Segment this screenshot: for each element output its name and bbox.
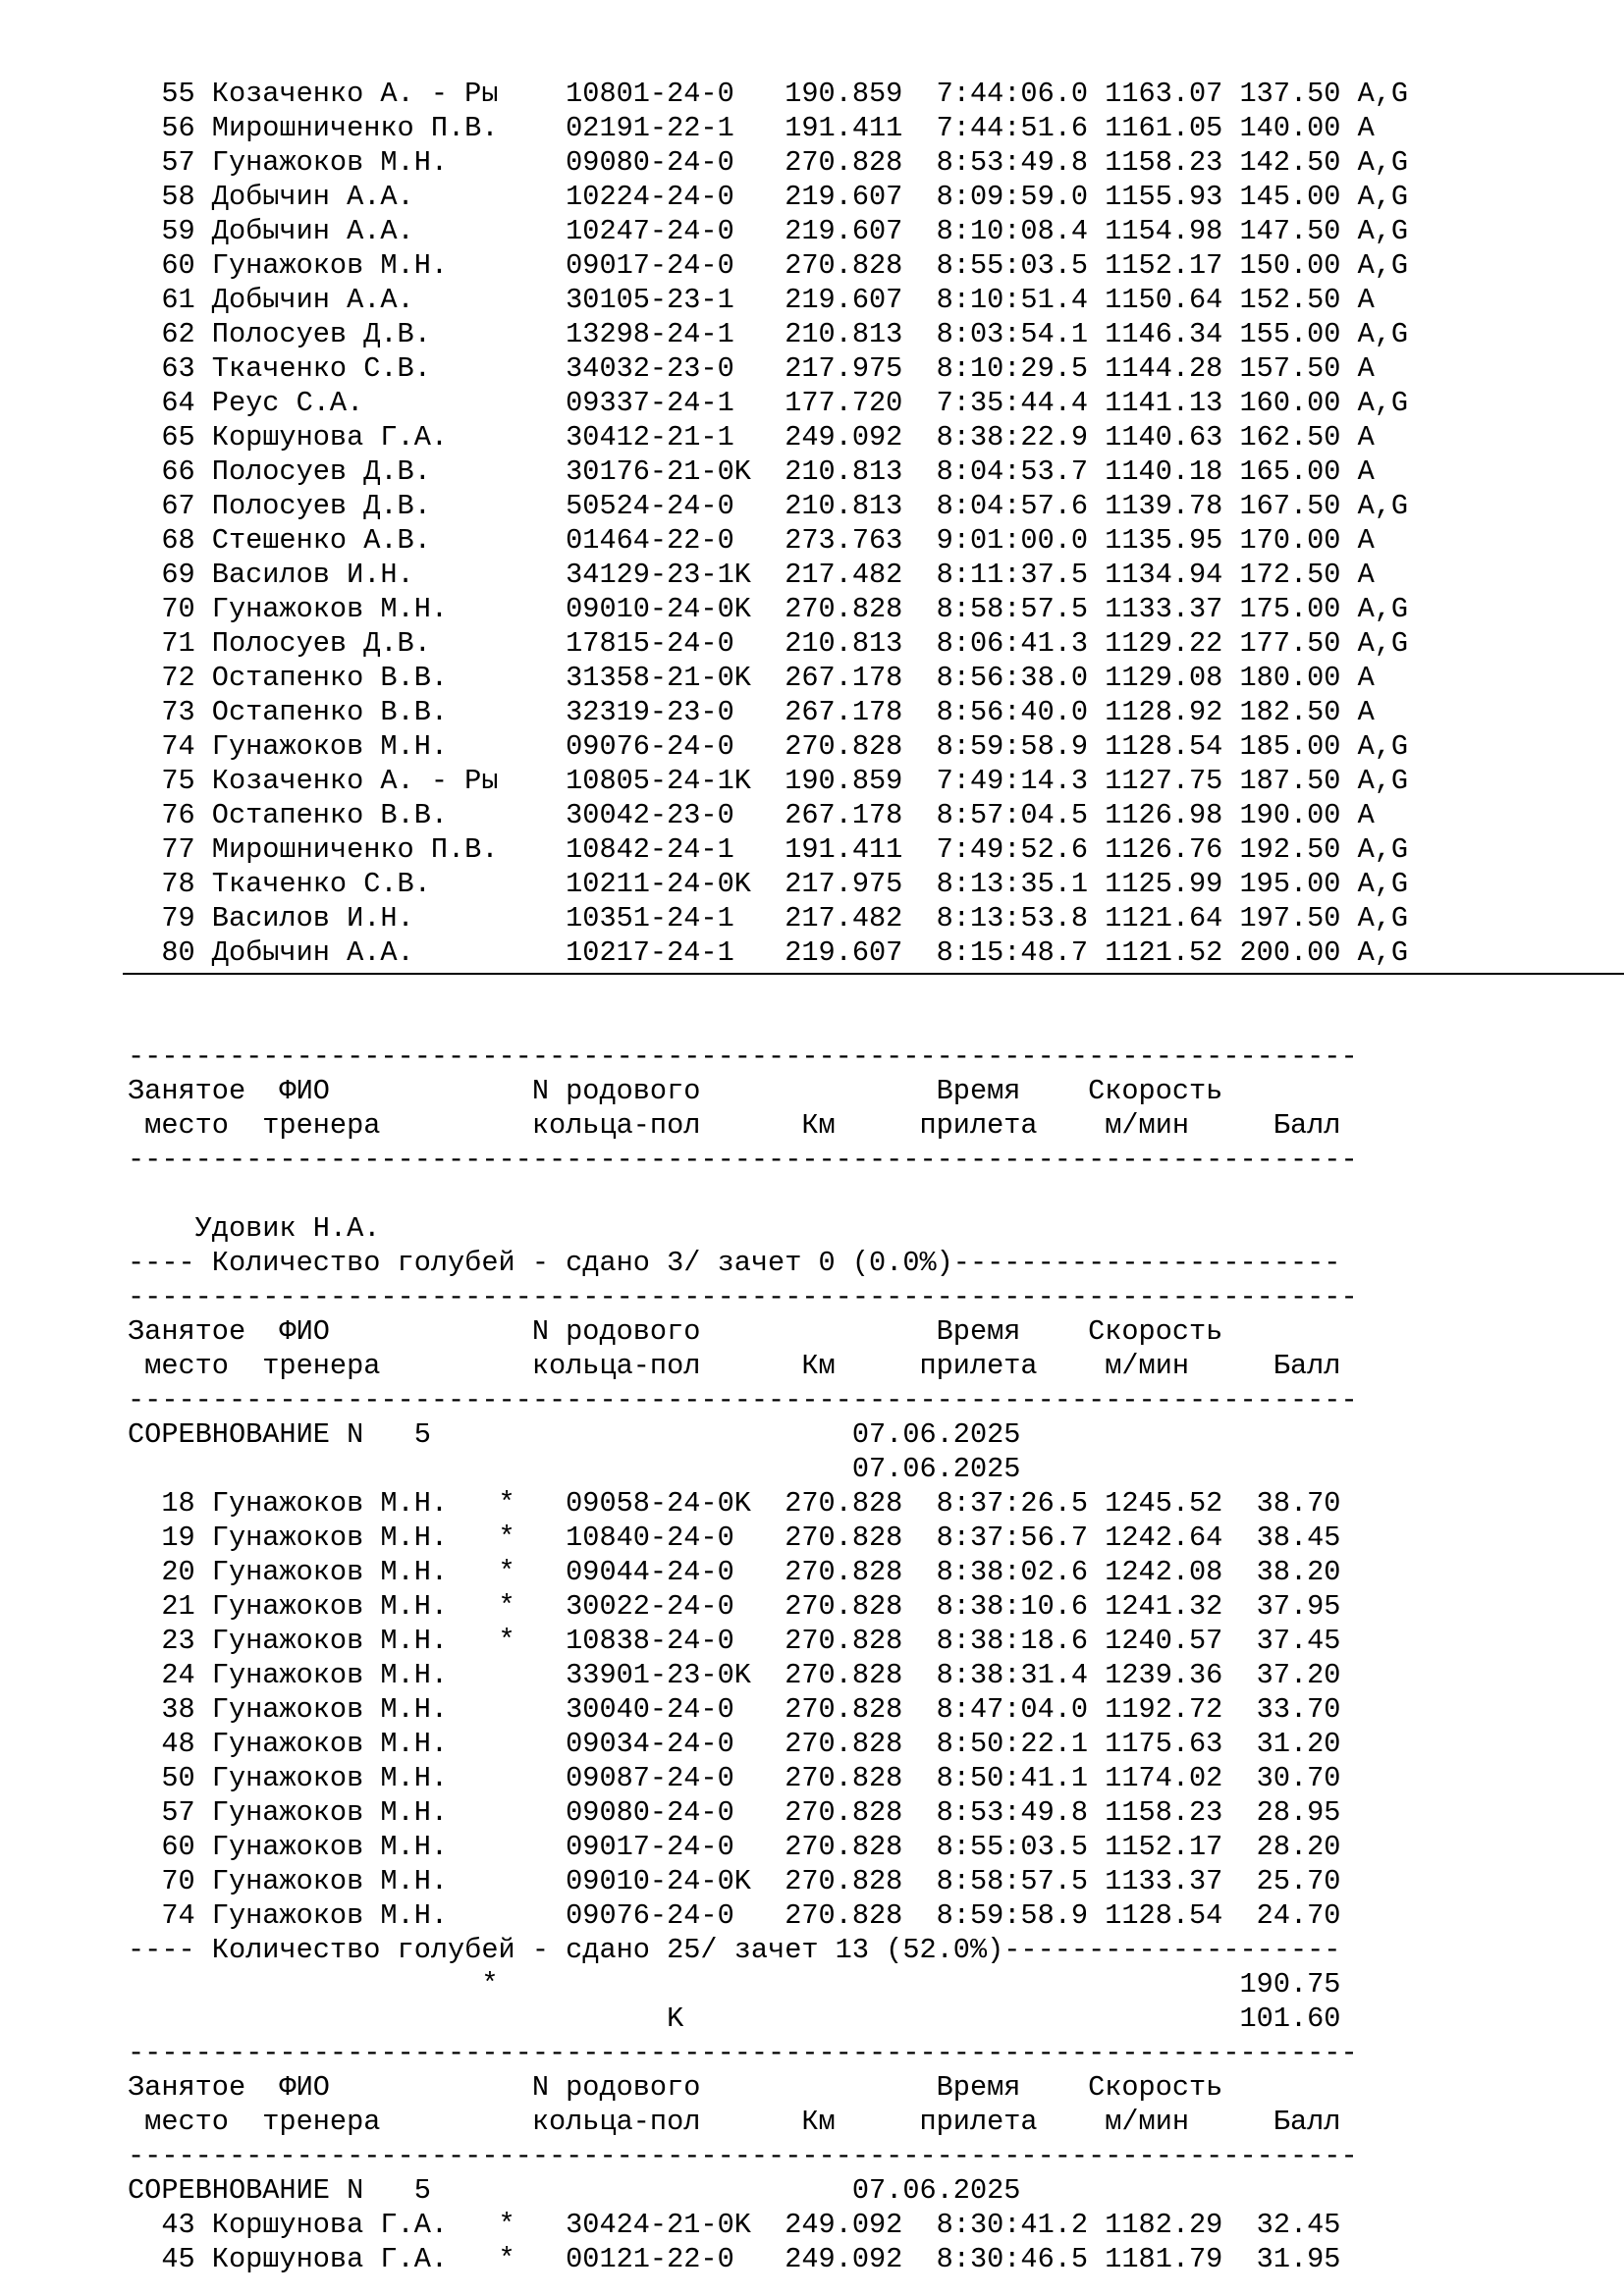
report-line: 70 Гунажоков М.Н. 09010-24-0K 270.828 8:58:57.5 1133.37 25.70 [128, 1865, 1341, 1897]
report-line: Занятое ФИО N родового Время Скорость [128, 1315, 1223, 1348]
result-row: 73 Остапенко В.В. 32319-23-0 267.178 8:56:40.0 1128.92 182.50 A [128, 696, 1375, 728]
report-line: 38 Гунажоков М.Н. 30040-24-0 270.828 8:47:04.0 1192.72 33.70 [128, 1693, 1341, 1726]
result-row: 76 Остапенко В.В. 30042-23-0 267.178 8:57:04.5 1126.98 190.00 A [128, 799, 1375, 831]
report-line: место тренера кольца-пол Км прилета м/мин Балл [128, 1109, 1341, 1142]
report-line: место тренера кольца-пол Км прилета м/мин Балл [128, 2106, 1341, 2138]
result-row: 79 Василов И.Н. 10351-24-1 217.482 8:13:53.8 1121.64 197.50 A,G [128, 902, 1409, 934]
result-row: 65 Коршунова Г.А. 30412-21-1 249.092 8:38:22.9 1140.63 162.50 A [128, 421, 1375, 454]
report-line: 57 Гунажоков М.Н. 09080-24-0 270.828 8:53:49.8 1158.23 28.95 [128, 1796, 1341, 1829]
report-line: 24 Гунажоков М.Н. 33901-23-0K 270.828 8:38:31.4 1239.36 37.20 [128, 1659, 1341, 1691]
report-line: 43 Коршунова Г.А. * 30424-21-0K 249.092 8:30:41.2 1182.29 32.45 [128, 2209, 1341, 2241]
report-line: 23 Гунажоков М.Н. * 10838-24-0 270.828 8:38:18.6 1240.57 37.45 [128, 1625, 1341, 1657]
report-line: K 101.60 [128, 2002, 1341, 2035]
report-line: ---- Количество голубей - сдано 25/ зачет 13 (52.0%)-------------------- [128, 1934, 1341, 1966]
result-row: 78 Ткаченко С.В. 10211-24-0K 217.975 8:13:35.1 1125.99 195.00 A,G [128, 868, 1409, 900]
result-row: 70 Гунажоков М.Н. 09010-24-0K 270.828 8:58:57.5 1133.37 175.00 A,G [128, 593, 1409, 625]
report-line: 48 Гунажоков М.Н. 09034-24-0 270.828 8:50:22.1 1175.63 31.20 [128, 1728, 1341, 1760]
result-row: 62 Полосуев Д.В. 13298-24-1 210.813 8:03:54.1 1146.34 155.00 A,G [128, 318, 1409, 350]
result-row: 59 Добычин А.А. 10247-24-0 219.607 8:10:08.4 1154.98 147.50 A,G [128, 215, 1409, 247]
result-row: 69 Василов И.Н. 34129-23-1K 217.482 8:11:37.5 1134.94 172.50 A [128, 559, 1375, 591]
report-line: 74 Гунажоков М.Н. 09076-24-0 270.828 8:59:58.9 1128.54 24.70 [128, 1899, 1341, 1932]
report-line: 45 Коршунова Г.А. * 00121-22-0 249.092 8:30:46.5 1181.79 31.95 [128, 2243, 1341, 2275]
report-line: место тренера кольца-пол Км прилета м/мин Балл [128, 1350, 1341, 1382]
result-row: 67 Полосуев Д.В. 50524-24-0 210.813 8:04:57.6 1139.78 167.50 A,G [128, 490, 1409, 522]
report-line: ------------------------------------------------------------------------- [128, 1041, 1358, 1073]
report-line: ---- Количество голубей - сдано 3/ зачет 0 (0.0%)----------------------- [128, 1247, 1341, 1279]
result-row: 57 Гунажоков М.Н. 09080-24-0 270.828 8:53:49.8 1158.23 142.50 A,G [128, 146, 1409, 179]
result-row: 56 Мирошниченко П.В. 02191-22-1 191.411 7:44:51.6 1161.05 140.00 A [128, 112, 1375, 144]
report-line: 21 Гунажоков М.Н. * 30022-24-0 270.828 8:38:10.6 1241.32 37.95 [128, 1590, 1341, 1623]
report-line: ------------------------------------------------------------------------- [128, 2140, 1358, 2172]
report-line: 07.06.2025 [128, 1453, 1021, 1485]
report-line: Занятое ФИО N родового Время Скорость [128, 2071, 1223, 2104]
result-row: 55 Козаченко А. - Ры 10801-24-0 190.859 7:44:06.0 1163.07 137.50 A,G [128, 78, 1409, 110]
result-row: 66 Полосуев Д.В. 30176-21-0K 210.813 8:04:53.7 1140.18 165.00 A [128, 455, 1375, 488]
report-line: ------------------------------------------------------------------------- [128, 1144, 1358, 1176]
report-line: 20 Гунажоков М.Н. * 09044-24-0 270.828 8:38:02.6 1242.08 38.20 [128, 1556, 1341, 1588]
result-row: 68 Стешенко А.В. 01464-22-0 273.763 9:01:00.0 1135.95 170.00 A [128, 524, 1375, 557]
report-line: 19 Гунажоков М.Н. * 10840-24-0 270.828 8:37:56.7 1242.64 38.45 [128, 1522, 1341, 1554]
result-row: 71 Полосуев Д.В. 17815-24-0 210.813 8:06:41.3 1129.22 177.50 A,G [128, 627, 1409, 660]
result-row: 74 Гунажоков М.Н. 09076-24-0 270.828 8:59:58.9 1128.54 185.00 A,G [128, 730, 1409, 763]
result-row: 63 Ткаченко С.В. 34032-23-0 217.975 8:10:29.5 1144.28 157.50 A [128, 352, 1375, 385]
report-line [128, 1177, 1358, 1211]
top-results-listing [128, 77, 1408, 970]
report-line: ------------------------------------------------------------------------- [128, 2037, 1358, 2069]
result-row: 64 Реус С.А. 09337-24-1 177.720 7:35:44.4 1141.13 160.00 A,G [128, 387, 1409, 419]
report-line [128, 1005, 1358, 1040]
report-line: СОРЕВНОВАНИЕ N 5 07.06.2025 [128, 1418, 1021, 1451]
report-line: 18 Гунажоков М.Н. * 09058-24-0K 270.828 8:37:26.5 1245.52 38.70 [128, 1487, 1341, 1520]
result-row: 61 Добычин А.А. 30105-23-1 219.607 8:10:51.4 1150.64 152.50 A [128, 284, 1375, 316]
report-line: 60 Гунажоков М.Н. 09017-24-0 270.828 8:55:03.5 1152.17 28.20 [128, 1831, 1341, 1863]
result-row: 60 Гунажоков М.Н. 09017-24-0 270.828 8:55:03.5 1152.17 150.00 A,G [128, 249, 1409, 282]
page-divider-line [123, 973, 1624, 975]
result-row: 77 Мирошниченко П.В. 10842-24-1 191.411 7:49:52.6 1126.76 192.50 A,G [128, 833, 1409, 866]
report-line: 50 Гунажоков М.Н. 09087-24-0 270.828 8:50:41.1 1174.02 30.70 [128, 1762, 1341, 1794]
result-row: 75 Козаченко А. - Ры 10805-24-1K 190.859 7:49:14.3 1127.75 187.50 A,G [128, 765, 1409, 797]
report-line: * 190.75 [128, 1968, 1341, 2001]
result-row: 80 Добычин А.А. 10217-24-1 219.607 8:15:48.7 1121.52 200.00 A,G [128, 936, 1409, 969]
report-section [128, 1005, 1358, 2276]
result-row: 58 Добычин А.А. 10224-24-0 219.607 8:09:59.0 1155.93 145.00 A,G [128, 181, 1409, 213]
result-row: 72 Остапенко В.В. 31358-21-0K 267.178 8:56:38.0 1129.08 180.00 A [128, 662, 1375, 694]
report-line: Занятое ФИО N родового Время Скорость [128, 1075, 1223, 1107]
report-line: ------------------------------------------------------------------------- [128, 1281, 1358, 1313]
report-line: СОРЕВНОВАНИЕ N 5 07.06.2025 [128, 2174, 1021, 2207]
report-line: Удовик Н.А. [128, 1212, 381, 1245]
report-line: ------------------------------------------------------------------------- [128, 1384, 1358, 1416]
